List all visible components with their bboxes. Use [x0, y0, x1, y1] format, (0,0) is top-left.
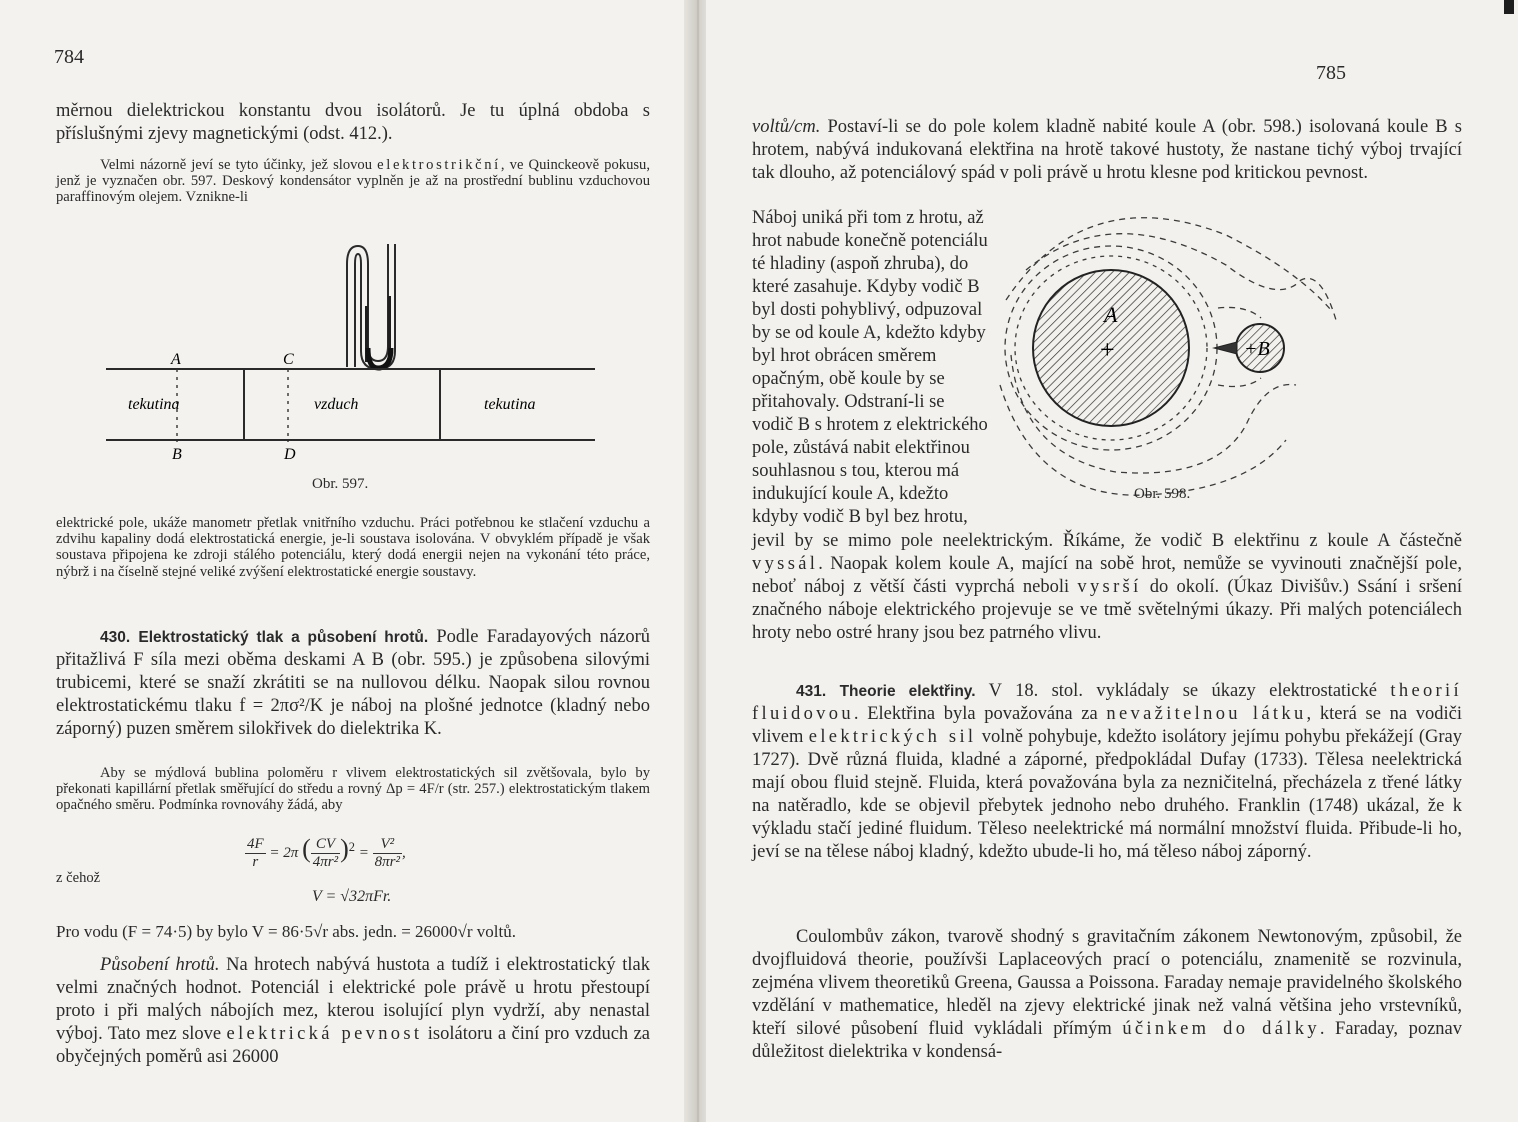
figure-598-caption: Obr. 598.	[1134, 486, 1191, 502]
label-B: B	[172, 446, 182, 463]
plus-sphere-A: +	[1100, 335, 1115, 364]
formula-lhs-num: 4F	[247, 836, 264, 853]
section-431-spaced-1: theorií fluidovou	[752, 681, 1462, 724]
coulomb-text-b: . Faraday, poznav důležitost dielektrika v kondensá-	[752, 1019, 1462, 1062]
coulomb-text-a: Coulombův zákon, tvarově shodný s gravitačním zákonem Newtonovým, způsobil, že dvojfluidová theorie, používši Laplaceových prací o potenciálu, znamenitě se rozvinula, zejména vlivem theoretiků Greena, Gaussa a Poissona. Faraday nemaje pravidelného školského vzdělání v mathematice, hleděl na zjevy elektrické jinak než valná většina jeho vrstevníků, kteří silové působení fluid vykládali přímým	[752, 927, 1462, 1039]
label-C: C	[283, 351, 294, 368]
suction-text-b: . Naopak kolem koule A, mající na sobě hrot, nemůže se vyvinouti značnější pole, neboť náboj z větší části vyprchá neboli	[752, 554, 1462, 597]
manometer-tube	[347, 244, 395, 369]
suction-spaced-term-2: vysrší	[1077, 577, 1142, 597]
figure-597-quincke-apparatus	[100, 236, 610, 496]
section-431-text-c: , která se na vodiči vlivem	[752, 704, 1463, 747]
formula-eq1: = 2π	[269, 845, 299, 861]
formula-equilibrium: $\frac{4F}{r}$ = 2π ( $\frac{CV}{\text{4πr²}}$ )$^2$ = $\frac{\text{V²}}{\text{8πr²}}$ ,	[247, 834, 406, 871]
paragraph-water: Pro vodu (F = 74·5) by bylo V = 86·5√r abs. jedn. = 26000√r voltů.	[56, 922, 516, 941]
paragraph-side-column: Náboj uniká při tom z hrotu, až hrot nabude konečně potenciálu té hladiny (aspoň zhruba), do které zasahuje. Kdyby vodič B byl dosti pohyblivý, odpuzoval by se od koule A, kdežto kdyby byl hrot obrácen směrem opačným, obě koule by se přitahovaly. Odstraní-li se vodič B s hrotem z elektrického pole, zůstává nabit elektřinou souhlasnou s tou, kterou má indukující koule A, kdežto kdyby vodič B byl bez hrotu,	[752, 208, 988, 527]
quincke-text-a: Velmi názorně jeví se tyto účinky, jež slovou	[100, 157, 378, 173]
section-431	[752, 680, 1462, 864]
formula-rhs-den: 8πr²	[374, 854, 400, 871]
section-431-text-b: . Elektřina byla považována za	[853, 704, 1107, 724]
paragraph-manometer: elektrické pole, ukáže manometr přetlak vnitřního vzduchu. Práci potřebnou ke stlačení vzduchu a zdvihu kapaliny dodá elektrostatická energie, je-li soustava isolována. V obvyklém případě je však soustava připojena ke zdroji stálého potenciálu, který dodá energii nejen na vykonání této práce, nýbrž i na číselně stejné veliké zvýšení elektrostatické energie soustavy.	[56, 515, 650, 580]
label-D: D	[284, 446, 296, 463]
section-430-text: Podle Faradayových názorů přitažlivá F síla mezi oběma deskami A B (obr. 595.) je způsobena silovými trubicemi, které se snaží zkrátiti se na nullovou délku. Naopak silou rovnou elektrostatickému tlaku f = 2πσ²/K je náboj na plošné jednotce (kladný nebo záporný) puzen směrem silokřivek do dielektrika K.	[56, 627, 651, 739]
points-spaced-term: elektrická pevnost	[226, 1024, 423, 1044]
suction-spaced-term-1: vyssál	[752, 554, 819, 574]
points-text-a: Na hrotech nabývá hustota a tudíž i elektrostatický tlak velmi značných hodnot. Potenciál i elektrické pole právě u hrotu přestoupí proto i při malých nábojích mez, kterou isolující plyn vydrží, aby nenastal výboj. Tato mez slove	[56, 955, 650, 1044]
figure-598-sphere-with-point	[996, 210, 1356, 500]
section-431-title: Theorie elektřiny.	[839, 683, 976, 700]
paragraph-quincke	[56, 157, 650, 206]
points-italic-heading: Působení hrotů.	[100, 955, 220, 975]
left-page	[0, 0, 690, 1122]
paragraph-point-discharge	[752, 116, 1462, 185]
section-431-number: 431.	[796, 683, 827, 700]
section-430-title: Elektrostatický tlak a působení hrotů.	[138, 629, 429, 646]
page-number-left: 784	[54, 46, 84, 68]
page-edge-mark	[1504, 0, 1514, 14]
section-431-text-d: volně pohybuje, kdežto isolátory jejímu pohybu překážejí (Gray 1727). Dvě různá fluida, kladné a záporné, předpokládal Dufay (1733). Tělesa neelektrická mají obou fluid stejně. Fluida, která považována byla za nezničitelná, přecházela z třené látky na natěradlo, kde se objevil přebytek jednoho nebo druhého. Franklin (1748) ukázal, že k výkladu stačí jediné fluidum. Těleso neelektrické má normální množství fluida. Přibude-li ho, jeví se na tělese náboj kladný, kdežto ubude-li ho, má těleso náboj záporný.	[752, 727, 1462, 862]
suction-text-c: do okolí. (Úkaz Divišův.) Ssání i sršení značného náboje elektrického projevuje se ve tmě světelnými úkazy. Při malých potenciálech hroty nebo ostré hrany jsou bez patrného vlivu.	[752, 577, 1462, 643]
label-liquid-right: tekutina	[484, 396, 536, 413]
quincke-spaced-term: elektrostrikční	[377, 157, 501, 173]
unit-volts-per-cm: voltů/cm.	[752, 117, 821, 137]
coulomb-spaced-term: účinkem do dálky	[1122, 1019, 1320, 1039]
label-sphere-B: +B	[1244, 338, 1270, 360]
paragraph-suction	[752, 530, 1462, 645]
section-430	[56, 626, 650, 741]
figure-597-caption: Obr. 597.	[312, 476, 369, 492]
label-air: vzduch	[314, 396, 359, 413]
quincke-text-b: , ve Quinckeově pokusu, jenž je vyznačen obr. 597. Deskový kondensátor vyplněn je až na prostřední bublinu vzduchovou paraffinovým olejem. Vznikne-li	[56, 157, 650, 206]
label-sphere-A: A	[1104, 302, 1118, 327]
page-number-right: 785	[1316, 62, 1346, 84]
section-431-spaced-3: elektrických sil	[808, 727, 977, 747]
formula-voltage: V = √32πFr.	[312, 888, 392, 905]
formula-eq2: =	[358, 845, 369, 861]
z-cehoz-label: z čehož	[56, 870, 101, 886]
label-A: A	[171, 351, 181, 368]
formula-mid-den: 4πr²	[312, 854, 339, 871]
formula-lhs-den: r	[252, 854, 259, 871]
formula-mid-num: CV	[311, 836, 340, 854]
paragraph-coulomb	[752, 926, 1462, 1064]
paragraph-intro: měrnou dielektrickou konstantu dvou isolátorů. Je tu úplná obdoba s příslušnými zjevy magnetickými (odst. 412.).	[56, 101, 650, 144]
right-page	[706, 0, 1518, 1122]
paragraph-points	[56, 954, 650, 1069]
section-431-spaced-2: nevažitelnou látku	[1106, 704, 1307, 724]
section-430-number: 430.	[100, 629, 131, 646]
section-431-text-a: V 18. stol. vykládaly se úkazy elektrostatické	[975, 681, 1391, 701]
label-liquid-left: tekutina	[128, 396, 180, 413]
formula-rhs-num: V²	[373, 836, 402, 854]
points-text-b: isolátoru a činí pro vzduch za obyčejných poměrů asi 26000	[56, 1024, 650, 1067]
paragraph-bubble: Aby se mýdlová bublina poloměru r vlivem elektrostatických sil zvětšovala, bylo by překonati kapillární přetlak směřující do středu a rovný Δp = 4F/r (str. 257.) elektrostatickým tlakem opačného směru. Podmínka rovnováhy žádá, aby	[56, 765, 650, 814]
discharge-text-a: Postaví-li se do pole kolem kladně nabité koule A (obr. 598.) isolovaná koule B s hrotem, nabývá indukovaná elektřina na hrotě takové hustoty, že nastane tichý výboj trvající tak dlouho, až potenciálový spád v poli právě u hrotu klesne pod kritickou pevnost.	[752, 117, 1462, 183]
formula-square: 2	[348, 840, 356, 854]
formula-comma: ,	[402, 845, 406, 861]
suction-text-a: jevil by se mimo pole neelektrickým. Říkáme, že vodič B elektřinu z koule A částečně	[752, 531, 1462, 551]
